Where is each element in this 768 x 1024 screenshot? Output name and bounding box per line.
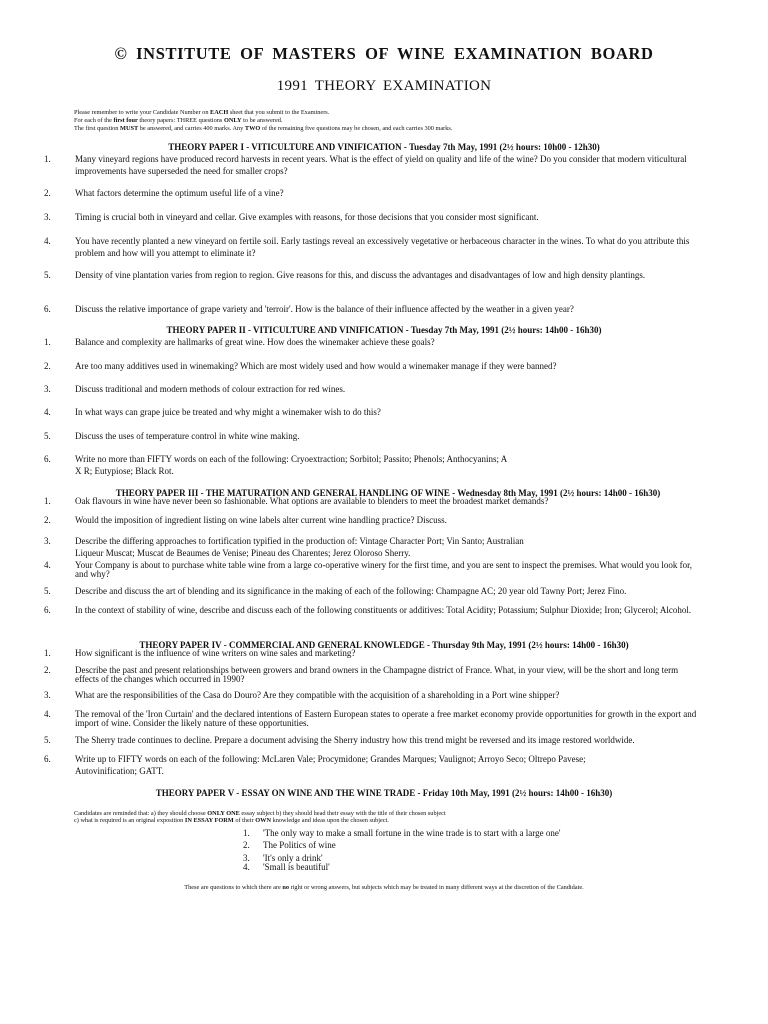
- question-text: Discuss traditional and modern methods of colour extraction for red wines.: [75, 384, 346, 394]
- instruction-line: [74, 125, 634, 133]
- question-number: 5.: [44, 735, 51, 745]
- instruction-emphasis: IN ESSAY FORM: [184, 817, 234, 824]
- instruction-text: For each of the: [74, 117, 114, 124]
- question-number: 2.: [44, 665, 51, 675]
- question-text: Oak flavours in wine have never been so fashionable. What options are available to blenders to meet the broadest market demands?: [75, 496, 549, 506]
- question-text: In what ways can grape juice be treated and why might a winemaker wish to do this?: [75, 407, 381, 417]
- paper-1-heading: THEORY PAPER I - VITICULTURE AND VINIFICATION - Tuesday 7th May, 1991 (2½ hours: 10h00 - 12h30): [168, 142, 600, 152]
- question-number: 1.: [44, 648, 51, 658]
- question-number: 5.: [44, 431, 51, 441]
- essay-instructions: [74, 810, 634, 824]
- question-number: 3.: [44, 690, 51, 700]
- question-number: 2.: [44, 515, 51, 525]
- question-text: Would the imposition of ingredient listing on wine labels alter current wine handling practice? Discuss.: [75, 515, 447, 525]
- instruction-text: of the remaining five questions may be chosen, and each carries 300 marks.: [260, 125, 453, 132]
- instructions: [74, 109, 634, 133]
- paper-5-heading: THEORY PAPER V - ESSAY ON WINE AND THE WINE TRADE - Friday 10th May, 1991 (2½ hours: 14h00 - 16h30): [155, 788, 613, 798]
- question-number: 6.: [44, 754, 51, 764]
- instruction-text: theory papers: THREE questions: [137, 117, 224, 124]
- question-number: 1.: [44, 496, 51, 506]
- instruction-text: Please remember to write your Candidate Number on: [74, 109, 211, 116]
- instruction-text: Candidates are reminded that: a) they should choose: [74, 810, 208, 817]
- question-number: 5.: [44, 586, 51, 596]
- footer-text: right or wrong answers, but subjects which may be treated in many different ways at the discretion of the Candidate.: [289, 884, 584, 891]
- page-title: © INSTITUTE OF MASTERS OF WINE EXAMINATION BOARD: [114, 44, 654, 63]
- instruction-text: of their: [233, 817, 256, 824]
- question-text: Your Company is about to purchase white table wine from a large co-operative winery for the first time, and you are sent to inspect the premises. What would you look for, and why?: [75, 560, 692, 579]
- paper-2-heading: THEORY PAPER II - VITICULTURE AND VINIFICATION - Tuesday 7th May, 1991 (2½ hours: 14h00 - 16h30): [166, 325, 602, 335]
- question-number: 4.: [44, 560, 51, 570]
- footer-emphasis: no: [282, 884, 290, 891]
- essay-number: 2.: [243, 840, 250, 850]
- question-number: 4.: [44, 236, 51, 246]
- instruction-emphasis: ONLY ONE: [207, 810, 240, 817]
- question-text: What are the responsibilities of the Casa do Douro? Are they compatible with the acquisition of a shareholding in a Port wine shipper?: [75, 690, 560, 700]
- instruction-emphasis: OWN: [255, 817, 272, 824]
- instruction-text: to be answered.: [241, 117, 283, 124]
- instruction-emphasis: first four: [113, 117, 138, 124]
- question-text: Many vineyard regions have produced record harvests in recent years. What is the effect of yield on quality and life of the wine? Do you consider that modern viticultural improvements have superseded the need for smaller crops?: [75, 154, 687, 176]
- question-text: Timing is crucial both in vineyard and cellar. Give examples with reasons, for those decisions that you consider most significant.: [75, 212, 539, 222]
- instruction-emphasis: MUST: [120, 125, 139, 132]
- question-number: 2.: [44, 361, 51, 371]
- question-number: 6.: [44, 304, 51, 314]
- essay-number: 3.: [243, 853, 250, 863]
- footer-note: [0, 884, 768, 891]
- essay-item: [243, 840, 336, 850]
- question-number: 6.: [44, 454, 51, 464]
- question-text: Discuss the uses of temperature control in white wine making.: [75, 431, 300, 441]
- essay-instruction-line: [74, 810, 634, 817]
- instruction-text: sheet that you submit to the Examiners.: [228, 109, 330, 116]
- paper-4-heading: THEORY PAPER IV - COMMERCIAL AND GENERAL KNOWLEDGE - Thursday 9th May, 1991 (2½ hours: 14h00 - 16h30): [139, 640, 629, 650]
- instruction-emphasis: TWO: [244, 125, 261, 132]
- instruction-text: c) what is required is an original exposition: [74, 817, 185, 824]
- question-text: Density of vine plantation varies from region to region. Give reasons for this, and discuss the advantages and disadvantages of low and high density plantings.: [75, 270, 646, 280]
- instruction-emphasis: EACH: [210, 109, 229, 116]
- question-number: 5.: [44, 270, 51, 280]
- instruction-line: [74, 109, 634, 117]
- question-number: 2.: [44, 188, 51, 198]
- essay-title: The Politics of wine: [263, 840, 336, 850]
- instruction-emphasis: ONLY: [223, 117, 242, 124]
- essay-title: 'Small is beautiful': [263, 862, 330, 872]
- essay-title: 'It's only a drink': [263, 853, 323, 863]
- question-text: In the context of stability of wine, describe and discuss each of the following constituents or additives: Total Acidity; Potassium; Sulphur Dioxide; Iron; Glycerol; Alcohol.: [75, 605, 692, 615]
- question-text: How significant is the influence of wine writers on wine sales and marketing?: [75, 648, 356, 658]
- instruction-line: [74, 117, 634, 125]
- essay-item: [243, 828, 561, 838]
- instruction-text: knowledge and ideas upon the chosen subject.: [271, 817, 389, 824]
- paper-3-heading: THEORY PAPER III - THE MATURATION AND GENERAL HANDLING OF WINE - Wednesday 8th May, 1991 (2½ hours: 14h00 - 16h30): [115, 488, 661, 498]
- question-number: 1.: [44, 337, 51, 347]
- footer-text: These are questions to which there are: [184, 884, 283, 891]
- page-subtitle: 1991 THEORY EXAMINATION: [276, 78, 492, 94]
- question-text: Write no more than FIFTY words on each of the following: Cryoextraction; Sorbitol; Passito; Phenols; Anthocyanins; A X R; Eutypiose; Black Rot.: [75, 454, 507, 476]
- question-text: Describe the differing approaches to fortification typified in the production of: Vintage Character Port; Vin Santo; Australian Liqueur Muscat; Muscat de Beaumes de Venise; Pineau des Charentes; Jerez Oloroso Sherry.: [75, 536, 524, 558]
- question-text: Describe the past and present relationships between growers and brand owners in the Champagne district of France. What, in your view, will be the short and long term effects of the changes which occurred in 1990?: [75, 665, 679, 684]
- question-text: What factors determine the optimum useful life of a vine?: [75, 188, 284, 198]
- question-number: 4.: [44, 709, 51, 719]
- essay-number: 1.: [243, 828, 250, 838]
- question-text: The removal of the 'Iron Curtain' and the declared intentions of Eastern European states to operate a free market economy provide opportunities for growth in the export and import of wine. Consider the likely nature of these opportunities.: [75, 709, 697, 728]
- instruction-text: be answered, and carries 400 marks. Any: [138, 125, 245, 132]
- question-text: You have recently planted a new vineyard on fertile soil. Early tastings reveal an excessively vegetative or herbaceous character in the wines. To what do you attribute this problem and how will you attempt to eliminate it?: [75, 236, 690, 258]
- question-text: Describe and discuss the art of blending and its significance in the making of each of the following: Champagne AC; 20 year old Tawny Port; Jerez Fino.: [75, 586, 627, 596]
- question-text: The Sherry trade continues to decline. Prepare a document advising the Sherry industry how this trend might be reversed and its image restored worldwide.: [75, 735, 635, 745]
- question-number: 6.: [44, 605, 51, 615]
- essay-title: 'The only way to make a small fortune in the wine trade is to start with a large one': [263, 828, 561, 838]
- essay-item: [243, 862, 330, 872]
- question-number: 1.: [44, 154, 51, 164]
- question-text: Write up to FIFTY words on each of the following: McLaren Vale; Procymidone; Grandes Marques; Vaulignot; Arroyo Seco; Oltrepo Pavese; Autovinification; GATT.: [75, 754, 586, 776]
- question-text: Are too many additives used in winemaking? Which are most widely used and how would a winemaker manage if they were banned?: [75, 361, 557, 371]
- essay-number: 4.: [243, 862, 250, 872]
- question-number: 3.: [44, 384, 51, 394]
- question-number: 3.: [44, 536, 51, 546]
- essay-instruction-line: [74, 817, 634, 824]
- question-number: 3.: [44, 212, 51, 222]
- question-number: 4.: [44, 407, 51, 417]
- question-text: Balance and complexity are hallmarks of great wine. How does the winemaker achieve these goals?: [75, 337, 435, 347]
- question-text: Discuss the relative importance of grape variety and 'terroir'. How is the balance of their influence affected by the weather in a given year?: [75, 304, 574, 314]
- instruction-text: The first question: [74, 125, 120, 132]
- instruction-text: essay subject b) they should head their essay with the title of their chosen subject: [239, 810, 446, 817]
